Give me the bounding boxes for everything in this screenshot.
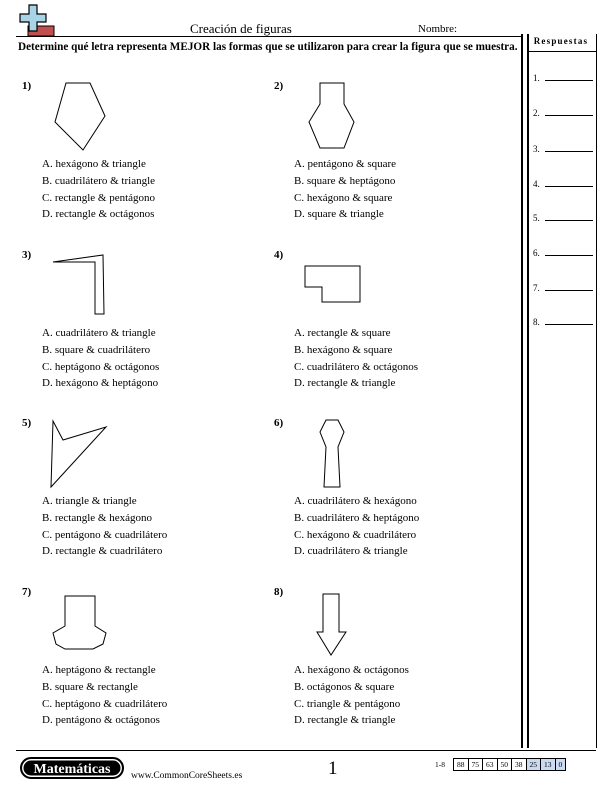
choice-d[interactable]: D. cuadrilátero & triangle xyxy=(294,545,408,558)
problem-1 xyxy=(18,80,248,240)
answer-row[interactable] xyxy=(533,213,595,223)
hexagon-with-square-neck-shape-icon xyxy=(300,80,400,155)
score-range: 1-8 xyxy=(435,760,445,769)
choice-b[interactable]: B. square & heptágono xyxy=(294,174,396,187)
instructions: Determine qué letra representa MEJOR las formas que se utilizaron para crear la figura que se muestra. xyxy=(18,41,518,53)
choice-d[interactable]: D. square & triangle xyxy=(294,208,384,221)
answer-blank[interactable] xyxy=(545,186,593,187)
answer-number: 2. xyxy=(533,108,540,118)
answer-blank[interactable] xyxy=(545,290,593,291)
score-cell: 13 xyxy=(541,759,556,771)
choice-b[interactable]: B. square & cuadrilátero xyxy=(42,343,151,356)
worksheet-title: Creación de figuras xyxy=(190,21,292,36)
choice-d[interactable]: D. rectangle & cuadrilátero xyxy=(42,545,163,558)
choice-list xyxy=(42,156,155,223)
choice-c[interactable]: C. cuadrilátero & octágonos xyxy=(294,360,419,373)
answer-blank[interactable] xyxy=(545,151,593,152)
problem-6 xyxy=(270,417,500,577)
answer-panel-heading: Respuestas xyxy=(533,36,589,46)
choice-a[interactable]: A. heptágono & rectangle xyxy=(42,664,156,676)
answer-number: 8. xyxy=(533,317,540,327)
choice-a[interactable]: A. pentágono & square xyxy=(294,158,397,170)
answer-row[interactable] xyxy=(533,179,595,189)
choice-list xyxy=(42,493,167,560)
hexagon-with-stem-shape-icon xyxy=(300,417,400,492)
answer-panel-border xyxy=(521,34,523,748)
page-number: 1 xyxy=(328,758,338,779)
answer-number: 4. xyxy=(533,179,540,189)
choice-c[interactable]: C. heptágono & octágonos xyxy=(42,360,160,373)
answer-number: 6. xyxy=(533,248,540,258)
answer-panel-border xyxy=(596,34,597,748)
answer-number: 7. xyxy=(533,283,540,293)
answer-row[interactable] xyxy=(533,317,595,327)
brand-badge: Matemáticas xyxy=(20,757,124,779)
choice-b[interactable]: B. cuadrilátero & heptágono xyxy=(294,511,420,524)
answer-row[interactable] xyxy=(533,283,595,293)
choice-d[interactable]: D. rectangle & triangle xyxy=(294,714,396,727)
answer-row[interactable] xyxy=(533,73,595,83)
score-cell: 38 xyxy=(512,759,527,771)
problem-5 xyxy=(18,417,248,577)
answer-blank[interactable] xyxy=(545,220,593,221)
choice-d[interactable]: D. hexágono & heptágono xyxy=(42,377,159,390)
answer-number: 3. xyxy=(533,144,540,154)
problem-7 xyxy=(18,586,248,746)
worksheet-logo-icon xyxy=(16,4,56,38)
choice-d[interactable]: D. rectangle & octágonos xyxy=(42,208,155,221)
choice-b[interactable]: B. hexágono & square xyxy=(294,343,393,356)
choice-a[interactable]: A. hexágono & octágonos xyxy=(294,664,409,676)
answer-panel-divider xyxy=(529,51,597,52)
choice-b[interactable]: B. cuadrilátero & triangle xyxy=(42,174,156,187)
score-cell: 75 xyxy=(468,759,483,771)
score-cell: 25 xyxy=(526,759,541,771)
choice-list xyxy=(42,662,167,729)
answer-number: 1. xyxy=(533,73,540,83)
choice-a[interactable]: A. rectangle & square xyxy=(294,327,391,339)
choice-b[interactable]: B. square & rectangle xyxy=(42,680,138,693)
header-divider xyxy=(16,36,522,37)
choice-a[interactable]: A. triangle & triangle xyxy=(42,495,137,507)
answer-panel-border xyxy=(527,34,529,748)
name-label: Nombre: xyxy=(418,23,458,35)
bent-strip-shape-icon xyxy=(48,249,148,324)
choice-c[interactable]: C. triangle & pentágono xyxy=(294,697,401,710)
answer-blank[interactable] xyxy=(545,115,593,116)
problem-number: 6) xyxy=(274,417,284,429)
problem-number: 5) xyxy=(22,417,32,429)
problem-number: 3) xyxy=(22,249,32,261)
problem-8 xyxy=(270,586,500,746)
choice-c[interactable]: C. heptágono & cuadrilátero xyxy=(42,697,168,710)
score-cell: 50 xyxy=(497,759,512,771)
answer-blank[interactable] xyxy=(545,80,593,81)
footer-divider xyxy=(16,750,596,751)
choice-list xyxy=(42,325,159,392)
down-arrow-shape-icon xyxy=(300,586,400,661)
score-cell: 88 xyxy=(454,759,469,771)
triangle-pair-shape-icon xyxy=(48,417,148,492)
answer-blank[interactable] xyxy=(545,324,593,325)
site-url[interactable]: www.CommonCoreSheets.es xyxy=(131,771,243,781)
choice-list xyxy=(294,325,418,392)
choice-c[interactable]: C. rectangle & pentágono xyxy=(42,191,156,204)
answer-number: 5. xyxy=(533,213,540,223)
choice-a[interactable]: A. hexágono & triangle xyxy=(42,158,146,170)
answer-blank[interactable] xyxy=(545,255,593,256)
square-on-octagon-shape-icon xyxy=(48,586,148,661)
problem-number: 4) xyxy=(274,249,284,261)
choice-c[interactable]: C. hexágono & square xyxy=(294,191,393,204)
answer-row[interactable] xyxy=(533,248,595,258)
pentagon-shape-icon xyxy=(48,80,148,155)
answer-row[interactable] xyxy=(533,144,595,154)
problem-4 xyxy=(270,249,500,409)
choice-b[interactable]: B. rectangle & hexágono xyxy=(42,511,152,524)
choice-c[interactable]: C. hexágono & cuadrilátero xyxy=(294,528,417,541)
problem-number: 7) xyxy=(22,586,32,598)
score-table xyxy=(432,758,566,771)
answer-row[interactable] xyxy=(533,108,595,118)
score-cell: 63 xyxy=(483,759,498,771)
choice-list xyxy=(294,493,419,560)
choice-d[interactable]: D. pentágono & octágonos xyxy=(42,714,160,727)
choice-c[interactable]: C. pentágono & cuadrilátero xyxy=(42,528,168,541)
choice-d[interactable]: D. rectangle & triangle xyxy=(294,377,396,390)
notched-rectangle-shape-icon xyxy=(300,249,400,324)
choice-list xyxy=(294,156,396,223)
problem-number: 1) xyxy=(22,80,32,92)
choice-a[interactable]: A. cuadrilátero & hexágono xyxy=(294,495,417,507)
choice-b[interactable]: B. octágonos & square xyxy=(294,680,395,693)
choice-a[interactable]: A. cuadrilátero & triangle xyxy=(42,327,156,339)
choice-list xyxy=(294,662,409,729)
score-cell: 0 xyxy=(555,759,566,771)
problem-3 xyxy=(18,249,248,409)
problem-number: 8) xyxy=(274,586,284,598)
problem-2 xyxy=(270,80,500,240)
problem-number: 2) xyxy=(274,80,284,92)
